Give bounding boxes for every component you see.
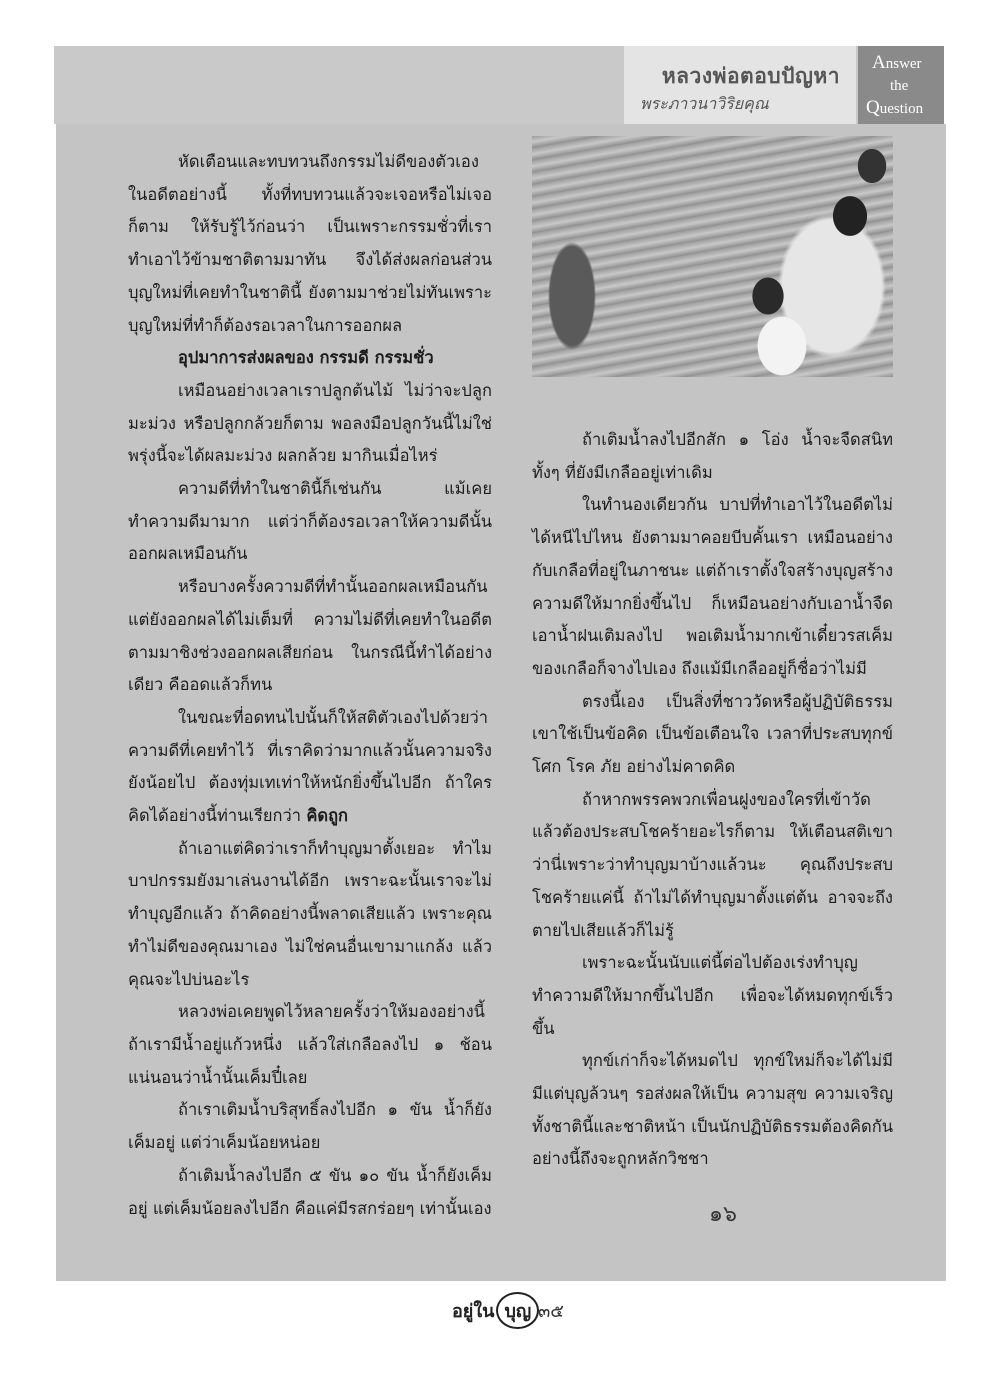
tag-initial-q: Q — [866, 97, 880, 118]
paragraph: ความดีที่ทำในชาตินี้ก็เช่นกัน แม้เคยทำความดีมามาก แต่ว่าก็ต้องรอเวลาให้ความดีนั้นออกผลเหมือนกัน — [128, 479, 492, 564]
paragraph: ตรงนี้เอง เป็นสิ่งที่ชาววัดหรือผู้ปฏิบัติธรรมเขาใช้เป็นข้อคิด เป็นข้อเตือนใจ เวลาที่ประสบทุกข์โศก โรค ภัย อย่างไม่คาดคิด — [532, 691, 893, 777]
paragraph: หลวงพ่อเคยพูดไว้หลายครั้งว่าให้มองอย่างนี้ ถ้าเรามีน้ำอยู่แก้วหนึ่ง แล้วใส่เกลือลงไป ๑ ช้อน แน่นอนว่าน้ำนั้นเค็มปี๋เลย — [128, 1002, 492, 1087]
logo-text: อยู่ใน — [452, 1301, 495, 1322]
paragraph: หัดเตือนและทบทวนถึงกรรมไม่ดีของตัวเองในอดีตอย่างนี้ ทั้งที่ทบทวนแล้วจะเจอหรือไม่เจอก็ตาม ให้รับรู้ไว้ก่อนว่า เป็นเพราะกรรมชั่วที่เราทำเอาไว้ข้ามชาติตามมาทัน จึงได้ส่งผลก่อนส่วนบุญใหม่ที่เคยทำในชาตินี้ ยังตามมาช่วยไม่ทันเพราะบุญใหม่ที่ทำก็ต้องรอเวลาในการออกผล — [128, 152, 492, 335]
logo-ring-text: บุญ — [496, 1292, 539, 1329]
tag-initial-a: A — [872, 52, 886, 73]
page-number: ๓๕ — [538, 1301, 564, 1322]
magazine-logo — [452, 1292, 539, 1332]
paragraph: หรือบางครั้งความดีที่ทำนั้นออกผลเหมือนกัน แต่ยังออกผลได้ไม่เต็มที่ ความไม่ดีที่เคยทำในอดีตตามมาชิงช่วงออกผลเสียก่อน ในกรณีนี้ทำได้อย่างเดียว คืออดแล้วก็ทน — [128, 577, 492, 695]
right-column — [532, 424, 893, 1176]
section-heading: อุปมาการส่งผลของ กรรมดี กรรมชั่ว — [178, 348, 434, 368]
left-column — [128, 146, 492, 1225]
paragraph: เพราะฉะนั้นนับแต่นี้ต่อไปต้องเร่งทำบุญทำความดีให้มากขึ้นไปอีก เพื่อจะได้หมดทุกข์เร็วขึ้น — [532, 953, 893, 1038]
end-ornament-icon: ๑๖ — [709, 1202, 737, 1227]
emphasis-word: คิดถูก — [306, 806, 349, 826]
column-title: หลวงพ่อตอบปัญหา — [661, 64, 840, 88]
paragraph: ในทำนองเดียวกัน บาปที่ทำเอาไว้ในอดีตไม่ได้หนีไปไหน ยังตามมาคอยบีบคั้นเรา เหมือนอย่างกับเกลือที่อยู่ในภาชนะ แต่ถ้าเราตั้งใจสร้างบุญสร้างความดีให้มากยิ่งขึ้นไป ก็เหมือนอย่างกับเอาน้ำจืด เอาน้ำฝนเติมลงไป พอเติมน้ำมากเข้าเดี๋ยวรสเค็มของเกลือก็จางไปเอง ถึงแม้มีเกลืออยู่ก็ชื่อว่าไม่มี — [532, 495, 893, 678]
paragraph: ถ้าเติมน้ำลงไปอีกสัก ๑ โอ่ง น้ำจะจืดสนิททั้งๆ ที่ยังมีเกลืออยู่เท่าเดิม — [532, 430, 893, 482]
paragraph: ถ้าหากพรรคพวกเพื่อนฝูงของใครที่เข้าวัดแล้วต้องประสบโชคร้ายอะไรก็ตาม ให้เตือนสติเขาว่านี่เพราะว่าทำบุญมาบ้างแล้วนะ คุณถึงประสบโชคร้ายแค่นี้ ถ้าไม่ได้ทำบุญมาตั้งแต่ต้น อาจจะถึงตายไปเสียแล้วก็ไม่รู้ — [532, 789, 893, 940]
tag-word-the: the — [890, 78, 909, 94]
paragraph-text: ในขณะที่อดทนไปนั้นก็ให้สติตัวเองไปด้วยว่าความดีที่เคยทำไว้ ที่เราคิดว่ามากแล้วนั้นความจริงยังน้อยไป ต้องทุ่มเทเท่าให้หนักยิ่งขึ้นไปอีก ถ้าใครคิดได้อย่างนี้ท่านเรียกว่า — [128, 707, 492, 826]
paragraph: ถ้าเอาแต่คิดว่าเราก็ทำบุญมาตั้งเยอะ ทำไมบาปกรรมยังมาเล่นงานได้อีก เพราะฉะนั้นเราจะไม่ทำบุญอีกแล้ว ถ้าคิดอย่างนี้พลาดเสียแล้ว เพราะคุณทำไม่ดีของคุณมาเอง ไม่ใช่คนอื่นเขามาแกล้ง แล้วคุณจะไปบ่นอะไร — [128, 838, 492, 989]
author-name: พระภาวนาวิริยคุณ — [640, 94, 769, 113]
paragraph — [128, 702, 492, 833]
photo-people-praying — [532, 136, 893, 377]
paragraph: ถ้าเราเติมน้ำบริสุทธิ์ลงไปอีก ๑ ขัน น้ำก็ยังเค็มอยู่ แต่ว่าเค็มน้อยหน่อย — [128, 1100, 492, 1153]
tag-word-question: uestion — [879, 101, 924, 117]
paragraph: ทุกข์เก่าก็จะได้หมดไป ทุกข์ใหม่ก็จะได้ไม่มีมีแต่บุญล้วนๆ รอส่งผลให้เป็น ความสุข ความเจริญทั้งชาตินี้และชาติหน้า เป็นนักปฏิบัติธรรมต้องคิดกันอย่างนี้ถึงจะถูกหลักวิชชา — [532, 1051, 893, 1169]
tag-word-answer: nswer — [885, 56, 922, 72]
paragraph: ถ้าเติมน้ำลงไปอีก ๕ ขัน ๑๐ ขัน น้ำก็ยังเค็มอยู่ แต่เค็มน้อยลงไปอีก คือแค่มีรสกร่อยๆ เท่านั้นเอง — [128, 1165, 492, 1218]
answer-the-question-tag — [858, 46, 944, 124]
paragraph: เหมือนอย่างเวลาเราปลูกต้นไม้ ไม่ว่าจะปลูกมะม่วง หรือปลูกกล้วยก็ตาม พอลงมือปลูกวันนี้ไม่ใช่พรุ่งนี้จะได้ผลมะม่วง ผลกล้วย มากินเมื่อไหร่ — [128, 380, 492, 466]
